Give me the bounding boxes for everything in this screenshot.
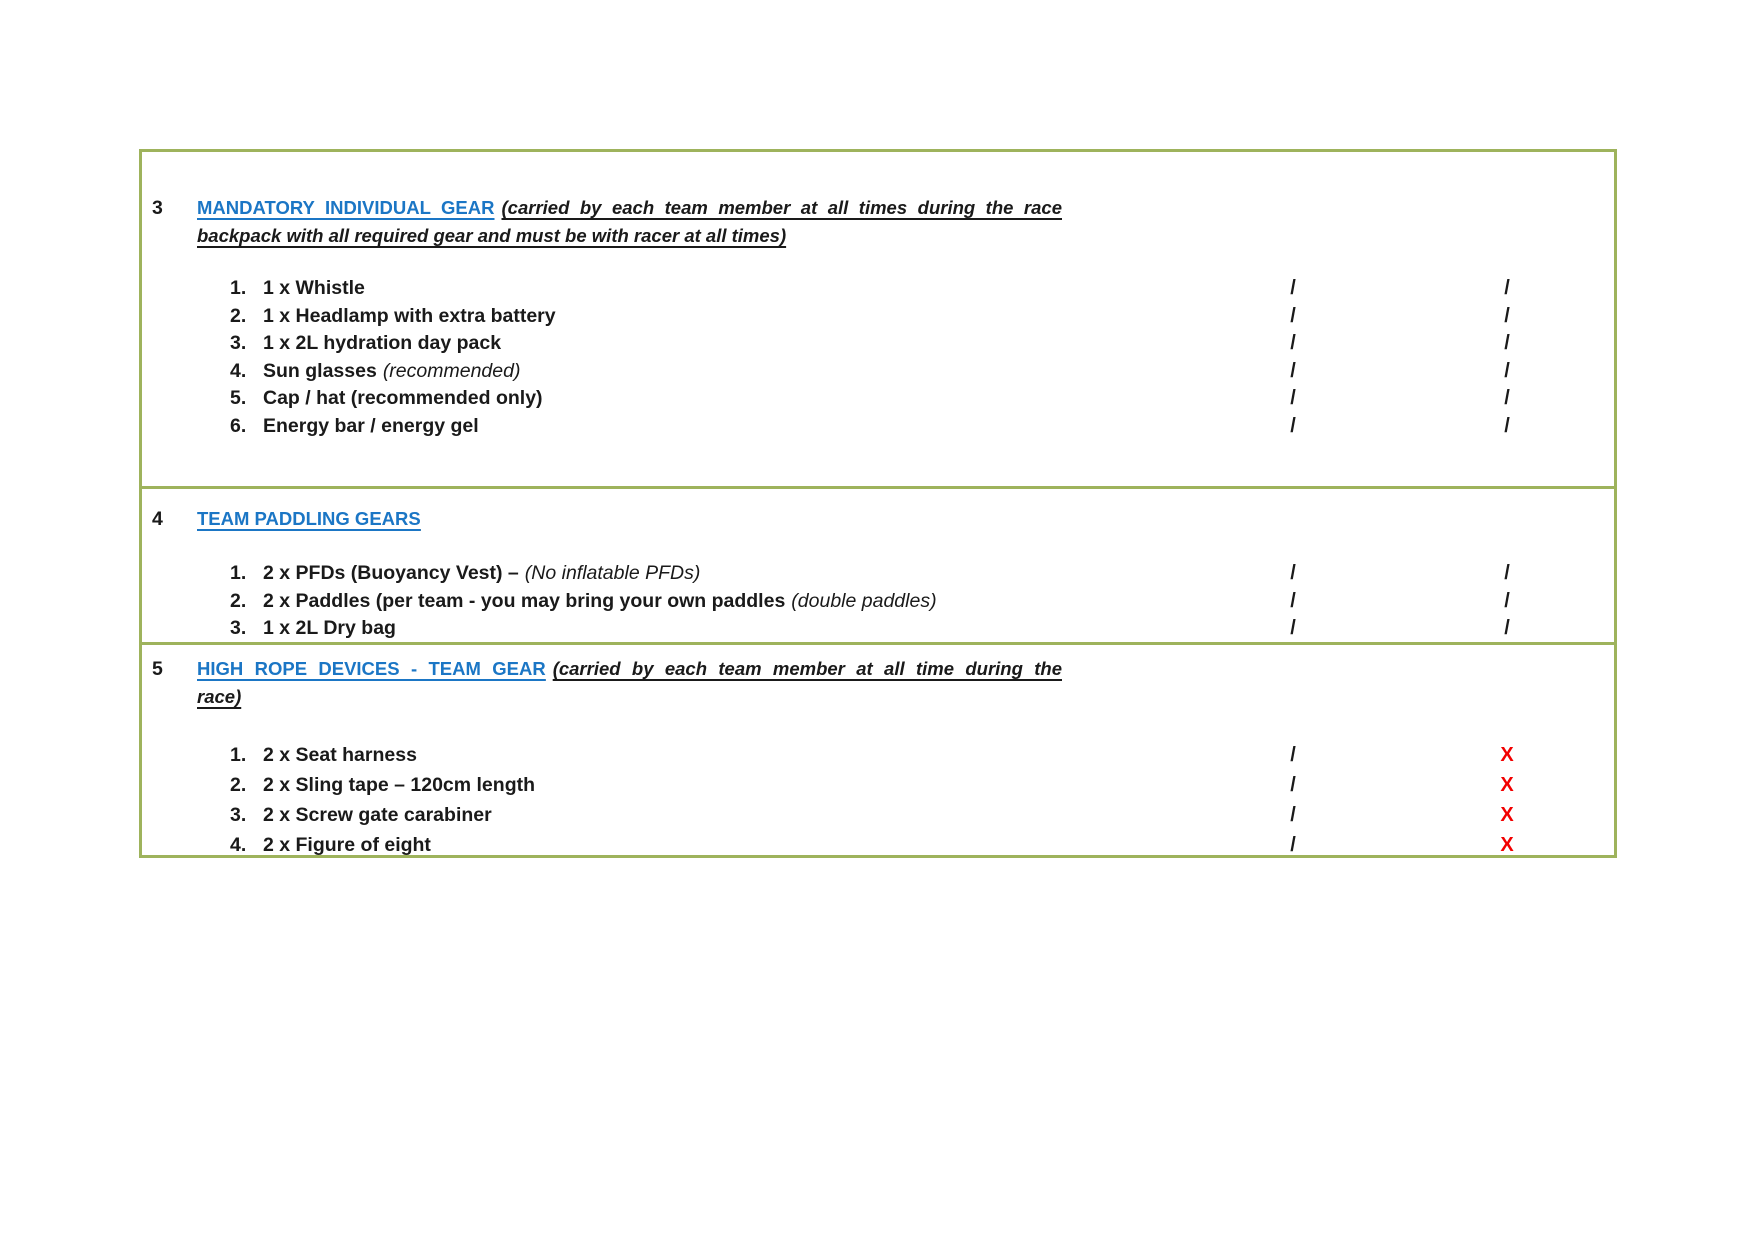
gear-item-list: [142, 560, 1614, 643]
section-title: TEAM PADDLING GEARS: [197, 508, 421, 529]
section-heading-line1: [197, 655, 1062, 683]
list-item: [230, 560, 1614, 588]
mark-slash: /: [1504, 562, 1510, 584]
mark-slash: /: [1290, 332, 1296, 354]
item-number: 2.: [230, 304, 247, 327]
section-heading-line1: [197, 194, 1062, 222]
gear-item-list: [142, 740, 1614, 860]
item-note: (No inflatable PFDs): [524, 562, 701, 584]
gear-item-list: [142, 275, 1614, 440]
mark-slash: /: [1290, 304, 1296, 327]
section-heading: [197, 505, 1062, 533]
item-number: 3.: [230, 332, 247, 354]
section-subtitle: (carried by each team member at all times during the race: [501, 197, 1062, 218]
section-number: 4: [152, 508, 163, 530]
section-number: 5: [152, 658, 163, 680]
item-number: 2.: [230, 774, 247, 796]
item-number: 3.: [230, 804, 247, 826]
list-item: [230, 385, 1614, 413]
item-number: 4.: [230, 834, 247, 856]
mark-slash: /: [1504, 589, 1510, 612]
item-number: 4.: [230, 359, 247, 382]
mark-slash: /: [1290, 617, 1296, 639]
mark-slash: /: [1290, 804, 1296, 826]
list-item: [230, 303, 1614, 331]
item-note: (double paddles): [791, 589, 937, 612]
item-text: 2 x Sling tape – 120cm length: [263, 774, 536, 796]
list-item: [230, 800, 1614, 830]
item-number: 6.: [230, 414, 247, 437]
list-item: [230, 830, 1614, 860]
item-number: 1.: [230, 744, 247, 766]
item-note: (recommended): [382, 359, 521, 382]
section-number: 3: [152, 197, 163, 219]
mark-slash: /: [1290, 359, 1296, 382]
item-text: Cap / hat (recommended only): [263, 387, 543, 409]
section-heading-line2: race): [197, 686, 242, 707]
item-text: 2 x Seat harness: [263, 744, 417, 766]
section-heading: [197, 655, 1062, 711]
item-text: Sun glasses: [263, 359, 377, 382]
section-high-rope-devices: [142, 645, 1614, 855]
mark-slash: /: [1290, 387, 1296, 409]
item-text: 2 x Paddles (per team - you may bring your own paddles: [263, 589, 786, 612]
mark-slash: /: [1290, 589, 1296, 612]
mark-slash: /: [1290, 414, 1296, 437]
item-text: 1 x Headlamp with extra battery: [263, 304, 556, 327]
mark-slash: /: [1290, 834, 1296, 856]
section-title: MANDATORY INDIVIDUAL GEAR: [197, 197, 495, 218]
section-title: HIGH ROPE DEVICES - TEAM GEAR: [197, 658, 546, 679]
mark-slash: /: [1504, 414, 1510, 437]
item-number: 3.: [230, 617, 247, 639]
item-text: 2 x Screw gate carabiner: [263, 804, 492, 826]
item-number: 2.: [230, 589, 247, 612]
item-number: 1.: [230, 277, 247, 299]
list-item: [230, 330, 1614, 358]
list-item: [230, 413, 1614, 441]
mark-slash: /: [1504, 387, 1510, 409]
list-item: [230, 588, 1614, 616]
gear-checklist-table: [139, 149, 1617, 858]
mark-slash: /: [1504, 277, 1510, 299]
section-subtitle: (carried by each team member at all time during the: [552, 658, 1062, 679]
mark-slash: /: [1290, 277, 1296, 299]
section-heading: [197, 194, 1062, 250]
section-heading-line2: backpack with all required gear and must be with racer at all times): [197, 225, 787, 246]
mark-slash: /: [1290, 562, 1296, 584]
section-heading-line1: [197, 505, 1062, 533]
item-text: 2 x Figure of eight: [263, 834, 431, 856]
section-mandatory-individual-gear: [142, 152, 1614, 489]
item-text: 1 x 2L hydration day pack: [263, 332, 502, 354]
item-number: 1.: [230, 562, 247, 584]
item-text: 1 x Whistle: [263, 277, 365, 299]
mark-x: X: [1500, 834, 1514, 856]
section-team-paddling-gears: [142, 489, 1614, 645]
list-item: [230, 358, 1614, 386]
mark-slash: /: [1290, 774, 1296, 796]
mark-slash: /: [1504, 304, 1510, 327]
mark-slash: /: [1504, 332, 1510, 354]
mark-x: X: [1500, 744, 1514, 766]
list-item: [230, 615, 1614, 643]
list-item: [230, 740, 1614, 770]
mark-x: X: [1500, 804, 1514, 826]
mark-slash: /: [1504, 359, 1510, 382]
item-text: Energy bar / energy gel: [263, 414, 479, 437]
item-text: 1 x 2L Dry bag: [263, 617, 396, 639]
mark-slash: /: [1290, 744, 1296, 766]
mark-x: X: [1500, 774, 1514, 796]
item-number: 5.: [230, 387, 247, 409]
list-item: [230, 275, 1614, 303]
mark-slash: /: [1504, 617, 1510, 639]
item-text: 2 x PFDs (Buoyancy Vest) –: [263, 562, 519, 584]
list-item: [230, 770, 1614, 800]
